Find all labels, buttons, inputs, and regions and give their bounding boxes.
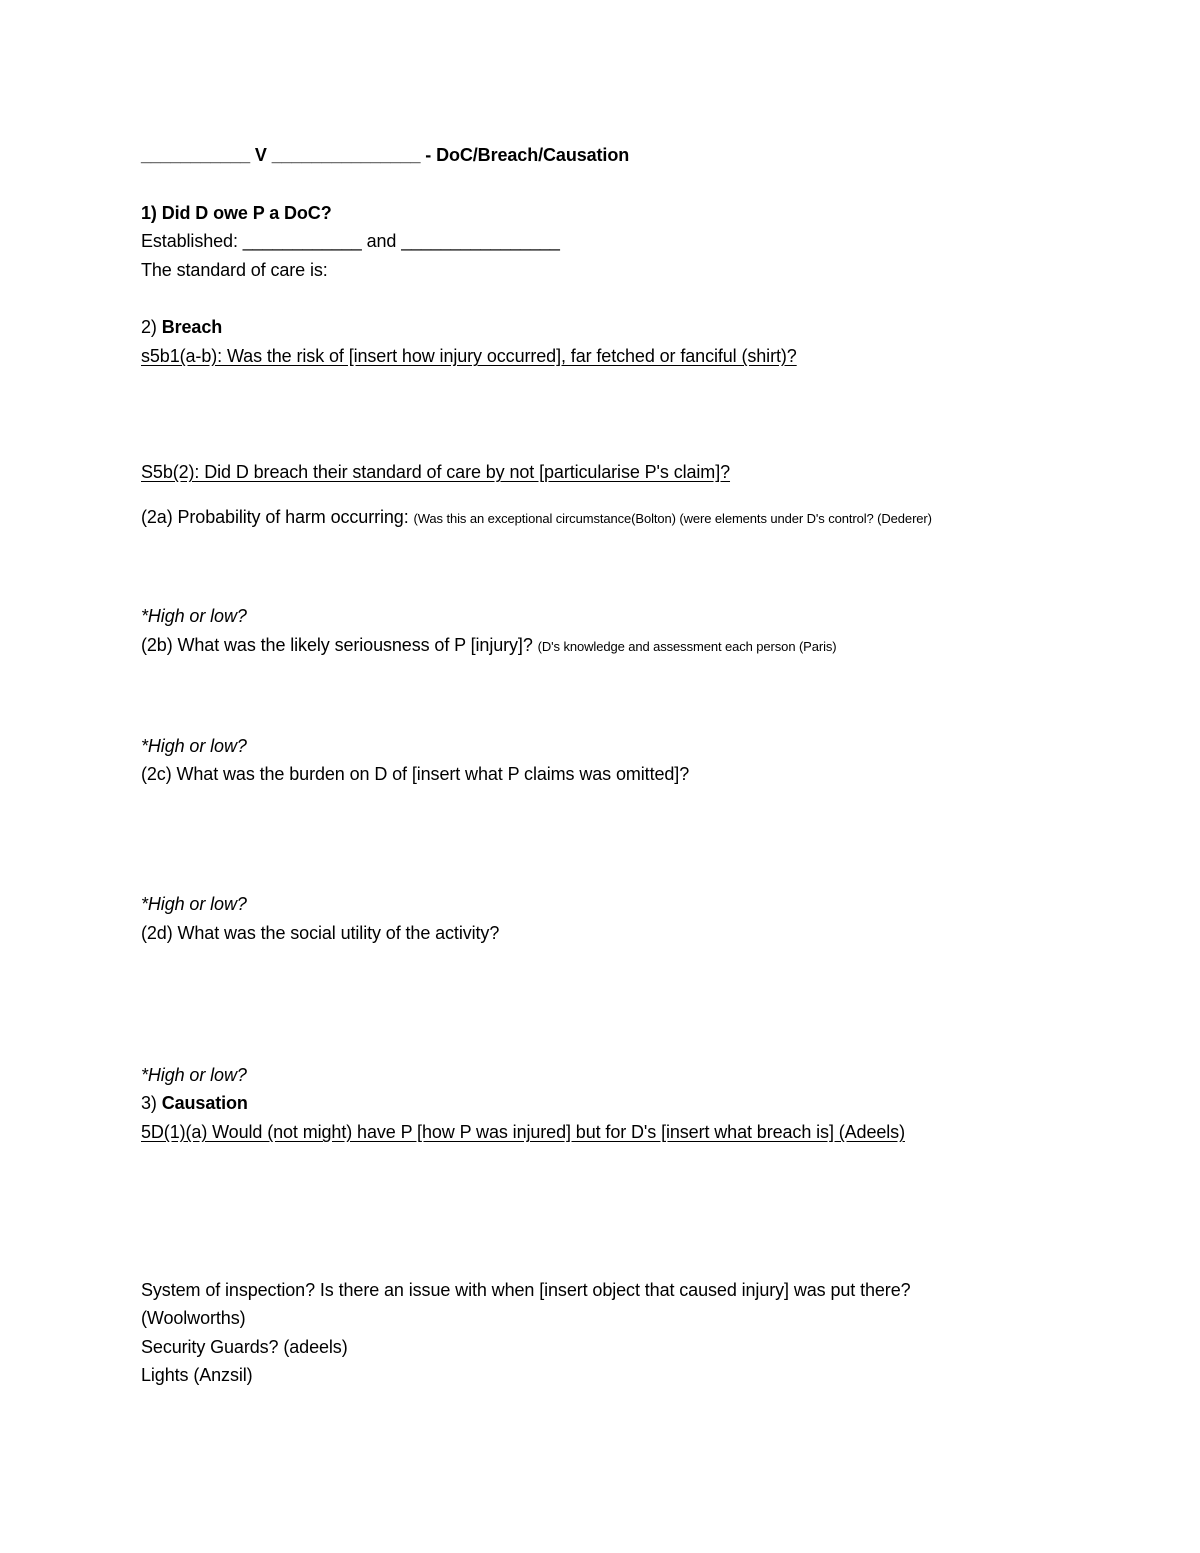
question-2-heading <box>141 315 222 339</box>
s5b1-question: s5b1(a-b): Was the risk of [insert how injury occurred], far fetched or fanciful (shirt)? <box>141 346 797 366</box>
question-2a <box>141 505 932 531</box>
question-2b-text: (2b) What was the likely seriousness of P [injury]? <box>141 635 538 655</box>
question-2a-note: (Was this an exceptional circumstance(Bolton) (were elements under D's control? (Dederer) <box>413 511 932 526</box>
established-line: Established: ____________ and ________________ <box>141 231 560 251</box>
system-of-inspection-note: System of inspection? Is there an issue with when [insert object that caused injury] was put there? <box>141 1280 911 1300</box>
question-2c: (2c) What was the burden on D of [insert what P claims was omitted]? <box>141 764 690 784</box>
question-3-heading <box>141 1091 248 1115</box>
standard-of-care-line: The standard of care is: <box>141 260 328 280</box>
s5b2-question: S5b(2): Did D breach their standard of care by not [particularise P's claim]? <box>141 462 731 482</box>
s5d-question: 5D(1)(a) Would (not might) have P [how P was injured] but for D's [insert what breach is] (Adeels) <box>141 1122 905 1142</box>
high-or-low-2a: *High or low? <box>141 606 247 626</box>
question-1-heading: 1) Did D owe P a DoC? <box>141 203 332 223</box>
high-or-low-2b: *High or low? <box>141 736 247 756</box>
question-3-title: Causation <box>161 1093 248 1113</box>
question-2d: (2d) What was the social utility of the activity? <box>141 923 500 943</box>
high-or-low-2c: *High or low? <box>141 894 247 914</box>
woolworths-note: (Woolworths) <box>141 1308 246 1328</box>
security-guards-note: Security Guards? (adeels) <box>141 1337 348 1357</box>
lights-note: Lights (Anzsil) <box>141 1365 253 1385</box>
question-2a-text: (2a) Probability of harm occurring: <box>141 507 414 527</box>
question-3-number: 3) <box>141 1093 162 1113</box>
document-title: ___________ V _______________ - DoC/Breach/Causation <box>141 145 630 165</box>
question-2b <box>141 633 837 659</box>
question-2-number: 2) <box>141 317 162 337</box>
high-or-low-2d: *High or low? <box>141 1065 247 1085</box>
question-2b-note: (D's knowledge and assessment each person (Paris) <box>537 639 837 654</box>
question-2-title: Breach <box>161 317 223 337</box>
